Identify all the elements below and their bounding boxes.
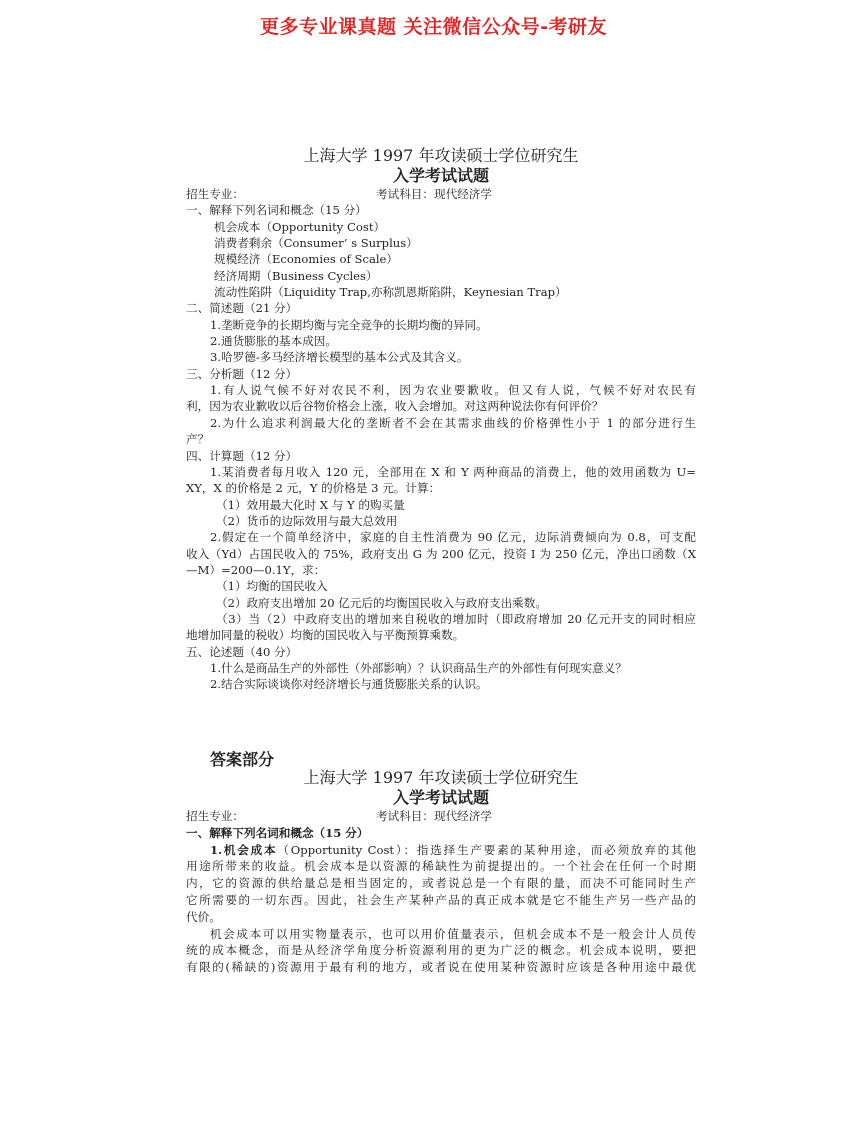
question-item: 流动性陷阱（Liquidity Trap,亦称凯恩斯陷阱，Keynesian Trap）	[214, 285, 567, 300]
answer-section	[186, 768, 696, 976]
question-item: （2）政府支出增加 20 亿元后的均衡国民收入与政府支出乘数。	[216, 595, 547, 610]
section-heading: 一、解释下列名词和概念（15 分）	[186, 203, 367, 218]
answer-line: 内，它的资源的供给量总是相当固定的，或者说总是一个有限的量，而决不可能同时生产	[186, 876, 696, 891]
exam-title: 上海大学 1997 年攻读硕士学位研究生	[303, 146, 579, 165]
question-item: 消费者剩余（Consumer’ s Surplus）	[214, 236, 418, 251]
question-item: （2）货币的边际效用与最大总效用	[216, 513, 398, 528]
question-item: 产？	[186, 432, 210, 447]
question-item: 地增加同量的税收）均衡的国民收入与平衡预算乘数。	[186, 628, 465, 643]
question-item: 1.什么是商品生产的外部性（外部影响）？认识商品生产的外部性有何现实意义？	[210, 660, 627, 675]
section-heading: 四、计算题（12 分）	[186, 448, 298, 463]
answer-line: 有限的(稀缺的)资源用于最有利的地方，或者说在使用某种资源时应该是各种用途中最优	[186, 960, 696, 975]
question-item: 1.某消费者每月收入 120 元，全部用在 X 和 Y 两种商品的消费上，他的效用函数为 U=	[210, 464, 696, 479]
question-item: 规模经济（Economies of Scale）	[214, 252, 399, 267]
exam-meta	[186, 186, 696, 202]
question-item: 利，因为农业歉收以后谷物价格会上涨，收入会增加。对这两种说法你有何评价？	[186, 399, 604, 414]
answer-line	[186, 842, 696, 859]
answer-subtitle: 入学考试试题	[392, 788, 489, 807]
answer-line: 它所需要的一切东西。因此，社会生产某种产品的真正成本就是它不能生产另一些产品的	[186, 892, 696, 907]
answer-line: 机会成本可以用实物量表示，也可以用价值量表示，但机会成本不是一般会计人员传	[210, 926, 696, 941]
question-item: （1）均衡的国民收入	[216, 579, 328, 594]
question-item: 机会成本（Opportunity Cost）	[214, 219, 386, 234]
section-heading: 二、简述题（21 分）	[186, 301, 298, 316]
promo-banner: 更多专业课真题 关注微信公众号-考研友	[259, 16, 607, 38]
question-item: 经济周期（Business Cycles）	[214, 268, 378, 283]
question-item: 3.哈罗德-多马经济增长模型的基本公式及其含义。	[210, 350, 469, 365]
answer-heading: 答案部分	[210, 750, 275, 769]
question-item: 2.结合实际谈谈你对经济增长与通货膨胀关系的认识。	[210, 677, 488, 692]
question-item: （1）效用最大化时 X 与 Y 的购买量	[216, 497, 405, 512]
exam-questions	[186, 146, 696, 693]
term-label: 1.机会成本	[210, 842, 278, 857]
question-item: 2.为什么追求利润最大化的垄断者不会在其需求曲线的价格弹性小于 1 的部分进行生	[210, 415, 696, 430]
answer-line: 用途所带来的收益。机会成本是以资源的稀缺性为前提提出的。一个社会在任何一个时期	[186, 859, 696, 874]
section-heading: 一、解释下列名词和概念（15 分）	[186, 825, 369, 840]
question-item: —M）=200—0.1Y，求：	[186, 562, 326, 577]
answer-line: 统的成本概念，而是从经济学角度分析资源利用的更为广泛的概念。机会成本说明，要把	[186, 943, 696, 958]
subject-label: 考试科目：现代经济学	[376, 809, 492, 823]
subject-label: 考试科目：现代经济学	[376, 187, 492, 201]
question-item: 1.有人说气候不好对农民不利，因为农业要歉收。但又有人说，气候不好对农民有	[210, 383, 696, 398]
answer-meta	[186, 808, 696, 825]
answer-text: （Opportunity Cost）：指选择生产要素的某种用途，而必须放弃的其他	[277, 842, 696, 857]
question-item: 1.垄断竞争的长期均衡与完全竞争的长期均衡的异同。	[210, 317, 488, 332]
answer-title: 上海大学 1997 年攻读硕士学位研究生	[303, 768, 579, 787]
question-item: （3）当（2）中政府支出的增加来自税收的增加时（即政府增加 20 亿元开支的同时相应	[216, 611, 696, 626]
section-heading: 五、论述题（40 分）	[186, 644, 298, 659]
answer-line: 代价。	[186, 909, 221, 924]
question-item: 2.通货膨胀的基本成因。	[210, 334, 337, 349]
question-item: 2.假定在一个简单经济中，家庭的自主性消费为 90 亿元，边际消费倾向为 0.8，可支配	[210, 530, 696, 545]
question-item: 收入（Yd）占国民收入的 75%，政府支出 G 为 200 亿元，投资 I 为 250 亿元，净出口函数（X	[186, 546, 696, 561]
question-item: XY，X 的价格是 2 元，Y 的价格是 3 元。计算：	[186, 481, 441, 496]
major-label: 招生专业：	[186, 809, 244, 823]
section-heading: 三、分析题（12 分）	[186, 366, 298, 381]
major-label: 招生专业：	[186, 187, 244, 201]
exam-subtitle: 入学考试试题	[392, 166, 489, 185]
